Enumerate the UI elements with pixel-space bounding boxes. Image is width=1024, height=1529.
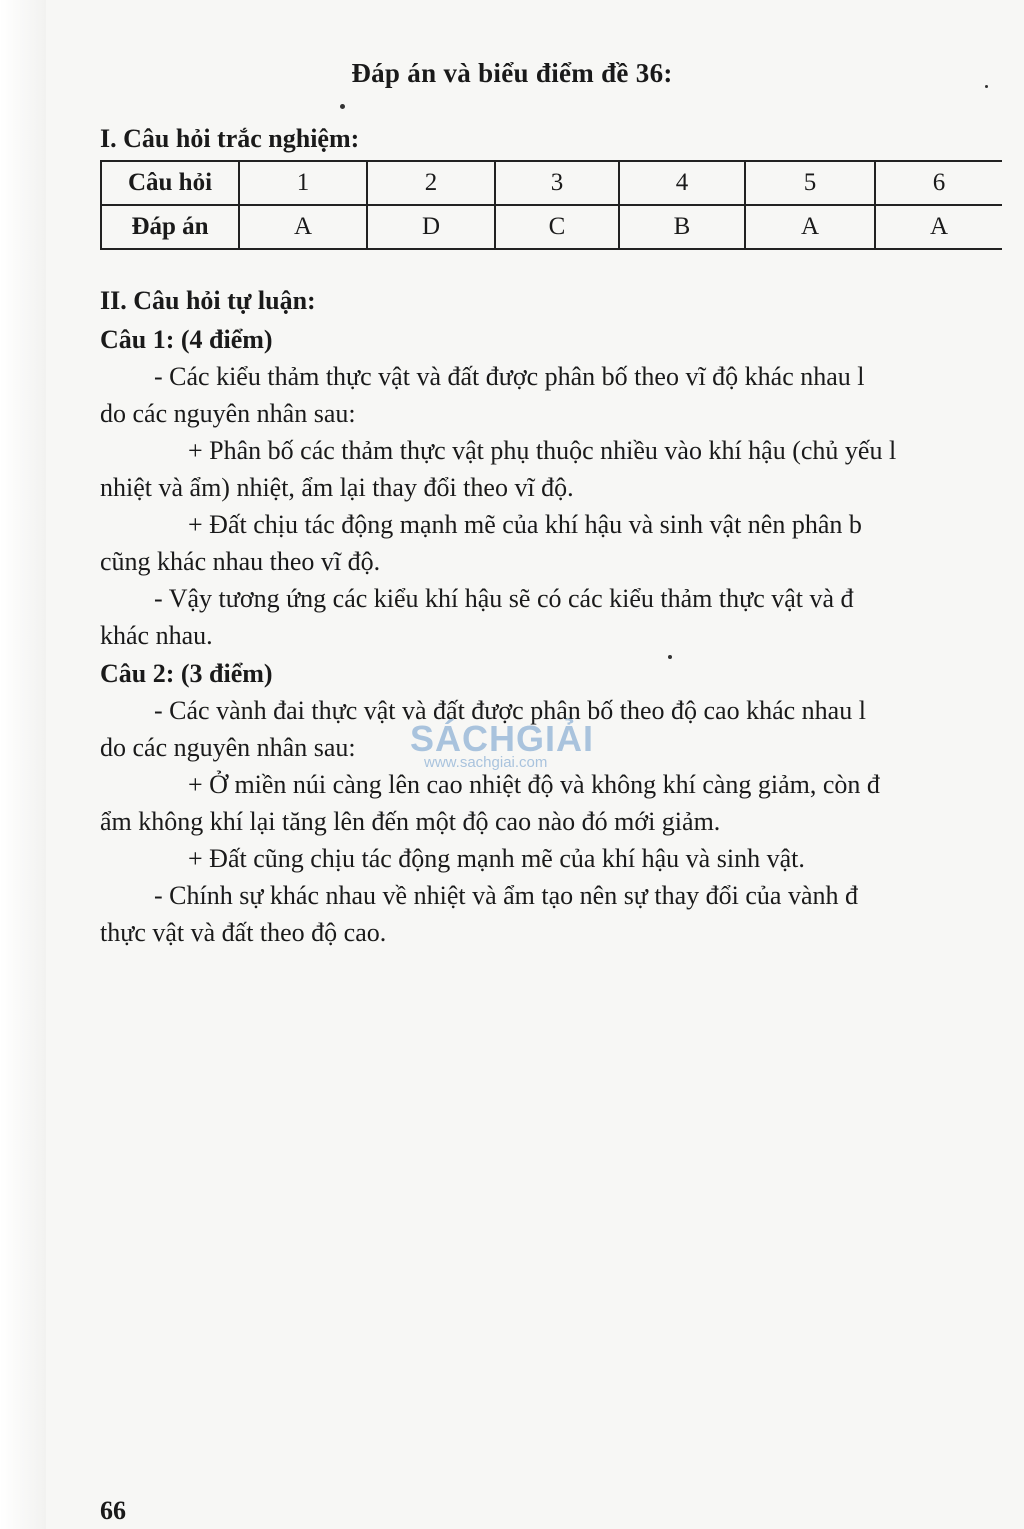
answer-line: - Các kiểu thảm thực vật và đất được phân bố theo vĩ độ khác nhau l: [154, 362, 865, 391]
table-cell: 6: [875, 161, 1002, 205]
answer-line: khác nhau.: [100, 621, 213, 650]
watermark-logo: SÁCHGIẢI: [410, 718, 595, 759]
table-row: [101, 161, 1002, 205]
answer-line: + Ở miền núi càng lên cao nhiệt độ và không khí càng giảm, còn đ: [188, 770, 880, 799]
table-cell: D: [367, 205, 495, 249]
table-row-label: Đáp án: [101, 205, 239, 249]
answer-line: thực vật và đất theo độ cao.: [100, 918, 387, 947]
question-heading: Câu 2: (3 điểm): [100, 659, 273, 688]
question-heading: Câu 1: (4 điểm): [100, 325, 273, 354]
question-1: [100, 321, 990, 654]
section-heading-essay: II. Câu hỏi tự luận:: [100, 286, 316, 315]
answer-line: + Phân bố các thảm thực vật phụ thuộc nhiều vào khí hậu (chủ yếu l: [188, 436, 897, 465]
table-cell: 4: [619, 161, 745, 205]
table-cell: 2: [367, 161, 495, 205]
page-title: Đáp án và biểu điểm đề 36:: [351, 58, 673, 88]
table-cell: 1: [239, 161, 367, 205]
scan-speck: [668, 655, 672, 659]
table-cell: A: [875, 205, 1002, 249]
table-cell: B: [619, 205, 745, 249]
table-cell: A: [239, 205, 367, 249]
answer-line: cũng khác nhau theo vĩ độ.: [100, 547, 381, 576]
answer-line: + Đất chịu tác động mạnh mẽ của khí hậu và sinh vật nên phân b: [188, 510, 862, 539]
answer-line: nhiệt và ẩm) nhiệt, ẩm lại thay đổi theo vĩ độ.: [100, 473, 574, 502]
answer-line: ẩm không khí lại tăng lên đến một độ cao nào đó mới giảm.: [100, 807, 721, 836]
scan-speck: [340, 104, 345, 109]
answer-line: - Các vành đai thực vật và đất được phân bố theo độ cao khác nhau l: [154, 696, 866, 725]
answer-line: - Vậy tương ứng các kiểu khí hậu sẽ có các kiểu thảm thực vật và đ: [154, 584, 854, 613]
answer-line: + Đất cũng chịu tác động mạnh mẽ của khí hậu và sinh vật.: [188, 844, 805, 873]
answer-line: do các nguyên nhân sau:: [100, 399, 356, 428]
answer-table: [100, 160, 1002, 250]
table-cell: 3: [495, 161, 619, 205]
answer-line: do các nguyên nhân sau:: [100, 733, 356, 762]
table-cell: 5: [745, 161, 875, 205]
table-row: [101, 205, 1002, 249]
watermark-url: www.sachgiai.com: [424, 754, 548, 771]
watermark: [410, 718, 620, 808]
table-cell: C: [495, 205, 619, 249]
table-row-label: Câu hỏi: [101, 161, 239, 205]
section-heading-multiple-choice: I. Câu hỏi trắc nghiệm:: [100, 124, 360, 153]
scan-speck: [985, 85, 988, 88]
page-number: 66: [100, 1496, 126, 1525]
scan-edge: [0, 0, 46, 1529]
answer-line: - Chính sự khác nhau về nhiệt và ẩm tạo nên sự thay đổi của vành đ: [154, 881, 859, 910]
table-cell: A: [745, 205, 875, 249]
